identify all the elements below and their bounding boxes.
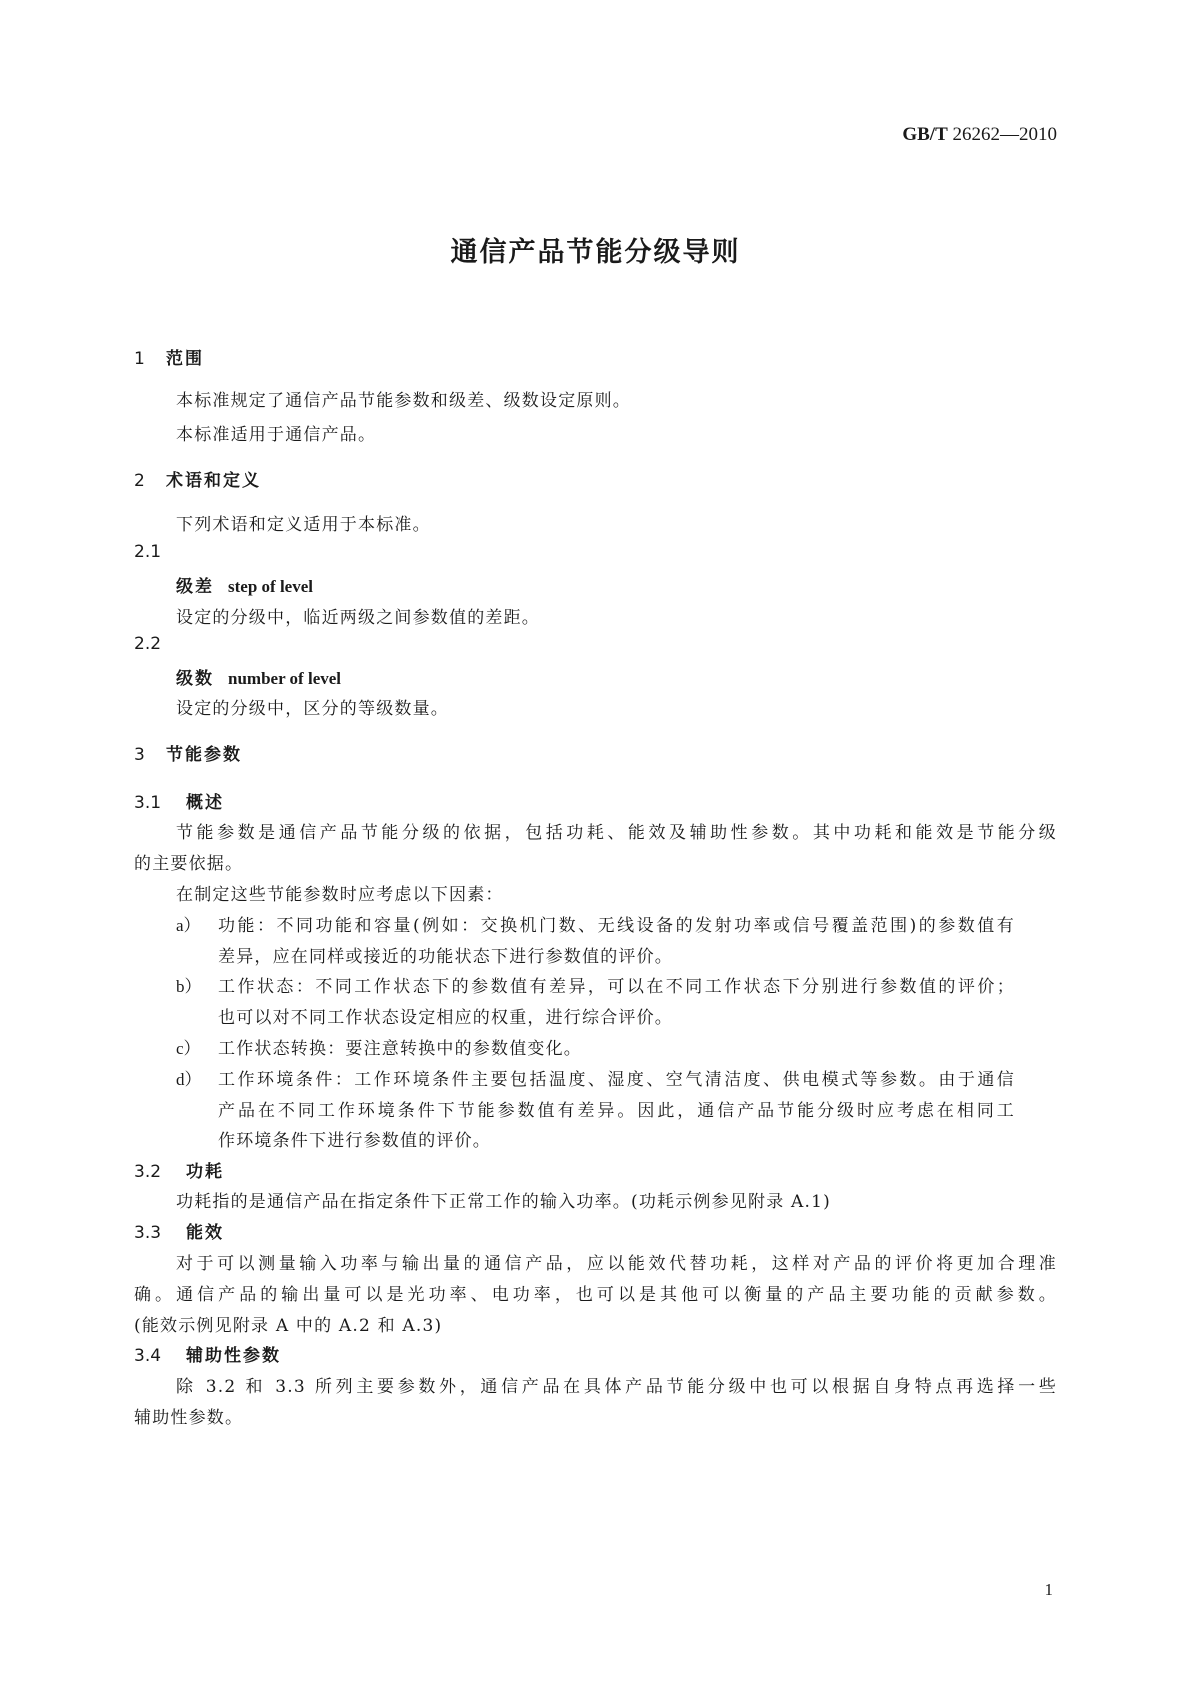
list-marker: b） [176, 977, 202, 996]
list-marker: d） [176, 1070, 202, 1089]
list-marker: c） [176, 1039, 201, 1058]
subsection-number: 3.3 [134, 1223, 162, 1243]
subsection-label: 能效 [186, 1223, 224, 1243]
paragraph: 下列术语和定义适用于本标准。 [176, 515, 431, 535]
term-chinese: 级差 [176, 577, 214, 597]
subsection-3-2-heading [134, 1157, 224, 1182]
list-item-continuation: 也可以对不同工作状态设定相应的权重，进行综合评价。 [218, 1008, 673, 1028]
term-definition: 设定的分级中，临近两级之间参数值的差距。 [176, 608, 540, 628]
paragraph-line: 节能参数是通信产品节能分级的依据，包括功耗、能效及辅助性参数。其中功耗和能效是节能分级 [176, 823, 1057, 843]
list-item-c [176, 1034, 582, 1059]
section-1-heading [134, 344, 204, 369]
subsection-3-4-heading [134, 1341, 281, 1366]
section-2-heading [134, 466, 261, 491]
paragraph: 本标准适用于通信产品。 [176, 425, 377, 445]
subsection-label: 概述 [186, 793, 224, 813]
list-item-d [176, 1065, 1015, 1090]
term-entry [176, 572, 313, 597]
section-number: 2 [134, 471, 145, 491]
paragraph: 在制定这些节能参数时应考虑以下因素： [176, 885, 504, 905]
paragraph-line: 对于可以测量输入功率与输出量的通信产品，应以能效代替功耗，这样对产品的评价将更加合理准 [176, 1254, 1057, 1274]
term-chinese: 级数 [176, 669, 214, 689]
paragraph-line: (能效示例见附录 A 中的 A.2 和 A.3) [134, 1316, 443, 1336]
section-label: 术语和定义 [166, 471, 261, 491]
list-item-continuation: 产品在不同工作环境条件下节能参数值有差异。因此，通信产品节能分级时应考虑在相同工 [218, 1101, 1015, 1121]
list-item-continuation: 作环境条件下进行参数值的评价。 [218, 1131, 491, 1151]
list-item-text: 功能：不同功能和容量(例如：交换机门数、无线设备的发射功率或信号覆盖范围)的参数值有 [218, 916, 1015, 936]
subsection-number: 3.4 [134, 1346, 162, 1366]
section-label: 节能参数 [166, 745, 242, 765]
subsection-label: 功耗 [186, 1162, 224, 1182]
paragraph-line: 辅助性参数。 [134, 1408, 244, 1428]
standard-code-number: 26262—2010 [952, 124, 1057, 145]
paragraph: 本标准规定了通信产品节能参数和级差、级数设定原则。 [176, 391, 631, 411]
section-number: 3 [134, 745, 145, 765]
clause-number: 2.2 [134, 634, 162, 654]
term-english: step of level [228, 577, 313, 596]
paragraph-line: 除 3.2 和 3.3 所列主要参数外，通信产品在具体产品节能分级中也可以根据自身特点再选择一些 [176, 1377, 1057, 1397]
list-marker: a） [176, 916, 201, 935]
document-title: 通信产品节能分级导则 [450, 237, 741, 268]
subsection-number: 3.1 [134, 793, 162, 813]
list-item-text: 工作环境条件：工作环境条件主要包括温度、湿度、空气清洁度、供电模式等参数。由于通信 [218, 1070, 1015, 1090]
list-item-a [176, 911, 1015, 936]
subsection-3-3-heading [134, 1218, 224, 1243]
term-english: number of level [228, 669, 342, 688]
section-3-heading [134, 740, 242, 765]
section-label: 范围 [166, 349, 204, 369]
term-definition: 设定的分级中，区分的等级数量。 [176, 699, 449, 719]
page-number: 1 [1044, 1580, 1053, 1599]
subsection-3-1-heading [134, 788, 224, 813]
paragraph-line: 的主要依据。 [134, 854, 244, 874]
subsection-number: 3.2 [134, 1162, 162, 1182]
paragraph: 功耗指的是通信产品在指定条件下正常工作的输入功率。(功耗示例参见附录 A.1) [176, 1192, 831, 1212]
list-item-continuation: 差异，应在同样或接近的功能状态下进行参数值的评价。 [218, 947, 673, 967]
paragraph-line: 确。通信产品的输出量可以是光功率、电功率，也可以是其他可以衡量的产品主要功能的贡献参数。 [134, 1285, 1057, 1305]
standard-code [902, 124, 1057, 146]
clause-number: 2.1 [134, 542, 162, 562]
term-entry [176, 664, 341, 689]
standard-code-prefix: GB/T [902, 124, 948, 145]
list-item-text: 工作状态转换：要注意转换中的参数值变化。 [218, 1039, 582, 1059]
list-item-text: 工作状态：不同工作状态下的参数值有差异，可以在不同工作状态下分别进行参数值的评价； [218, 977, 1015, 997]
subsection-label: 辅助性参数 [186, 1346, 281, 1366]
section-number: 1 [134, 349, 145, 369]
list-item-b [176, 972, 1015, 997]
